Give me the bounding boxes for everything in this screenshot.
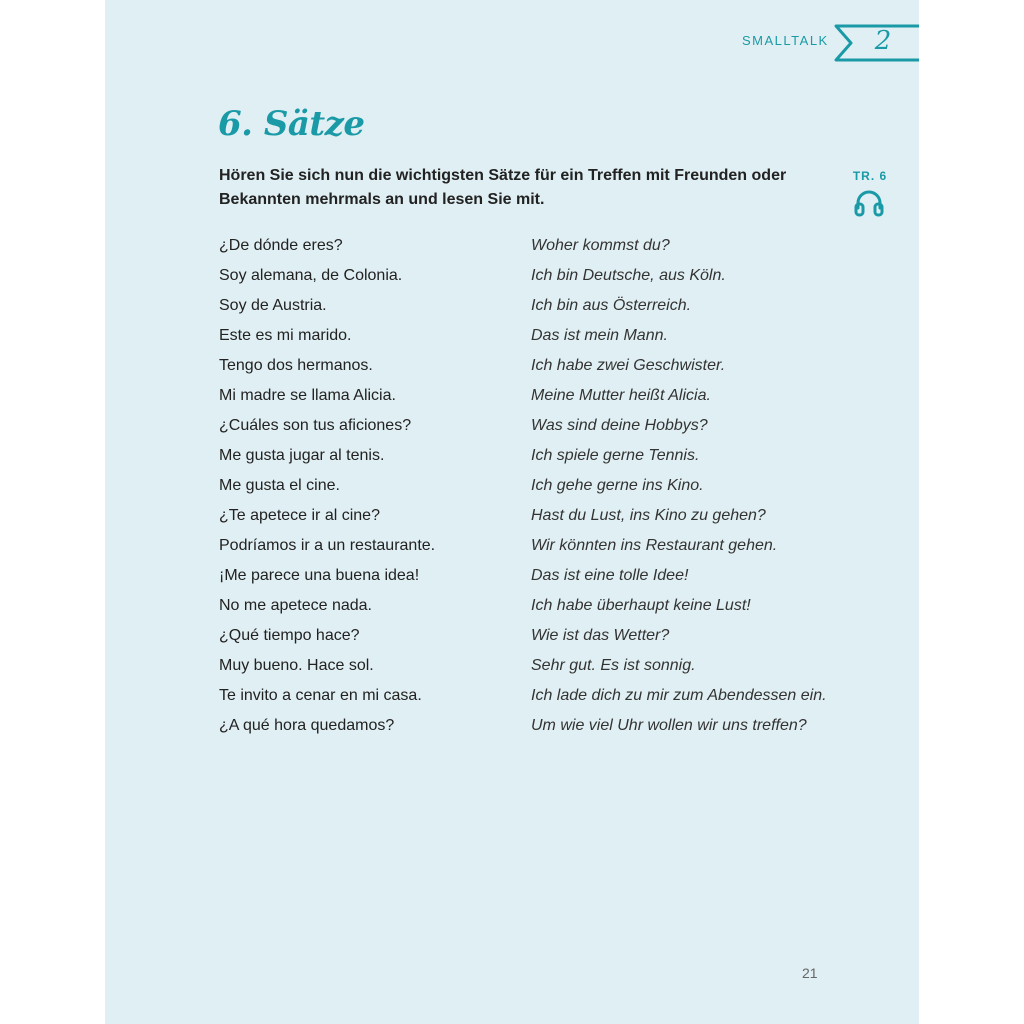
phrase-german: Ich habe überhaupt keine Lust! [531,597,751,614]
phrase-row [219,321,859,351]
phrase-german: Sehr gut. Es ist sonnig. [531,657,696,674]
phrase-row [219,291,859,321]
book-page [105,0,919,1024]
phrase-row [219,501,859,531]
phrase-spanish: ¿De dónde eres? [219,237,343,254]
phrase-german: Hast du Lust, ins Kino zu gehen? [531,507,766,524]
phrase-german: Ich bin Deutsche, aus Köln. [531,267,726,284]
phrase-spanish: Muy bueno. Hace sol. [219,657,374,674]
phrase-row [219,351,859,381]
phrase-spanish: Me gusta el cine. [219,477,340,494]
phrase-spanish: Tengo dos hermanos. [219,357,373,374]
phrase-spanish: Este es mi marido. [219,327,352,344]
phrase-row [219,711,859,741]
phrase-row [219,621,859,651]
phrase-list [219,231,859,741]
phrase-row [219,381,859,411]
phrase-row [219,441,859,471]
phrase-spanish: ¿Cuáles son tus aficiones? [219,417,412,434]
phrase-german: Ich spiele gerne Tennis. [531,447,700,464]
phrase-spanish: Mi madre se llama Alicia. [219,387,396,404]
phrase-german: Was sind deine Hobbys? [531,417,708,434]
phrase-german: Ich lade dich zu mir zum Abendessen ein. [531,687,827,704]
phrase-row [219,561,859,591]
phrase-row [219,651,859,681]
phrase-german: Woher kommst du? [531,237,670,254]
phrase-row [219,591,859,621]
phrase-spanish: Me gusta jugar al tenis. [219,447,385,464]
phrase-row [219,471,859,501]
phrase-row [219,231,859,261]
phrase-spanish: Podríamos ir a un restaurante. [219,537,436,554]
chapter-label: SMALLTALK [742,33,829,48]
phrase-german: Wir könnten ins Restaurant gehen. [531,537,778,554]
phrase-german: Wie ist das Wetter? [531,627,670,644]
chapter-number: 2 [874,26,892,56]
phrase-spanish: Soy alemana, de Colonia. [219,267,403,284]
phrase-spanish: ¿Te apetece ir al cine? [219,507,380,524]
phrase-german: Ich habe zwei Geschwister. [531,357,726,374]
phrase-german: Um wie viel Uhr wollen wir uns treffen? [531,717,807,734]
phrase-row [219,411,859,441]
headphones-icon [853,187,885,217]
page-number: 21 [802,965,818,981]
phrase-german: Ich bin aus Österreich. [531,297,692,314]
track-label: TR. 6 [852,169,888,183]
section-title: 6. Sätze [218,104,365,144]
phrase-german: Das ist eine tolle Idee! [531,567,689,584]
phrase-german: Das ist mein Mann. [531,327,668,344]
phrase-spanish: ¿Qué tiempo hace? [219,627,360,644]
phrase-spanish: No me apetece nada. [219,597,372,614]
phrase-spanish: ¿A qué hora quedamos? [219,717,395,734]
phrase-spanish: Te invito a cenar en mi casa. [219,687,422,704]
phrase-german: Ich gehe gerne ins Kino. [531,477,704,494]
phrase-spanish: Soy de Austria. [219,297,327,314]
phrase-row [219,681,859,711]
phrase-german: Meine Mutter heißt Alicia. [531,387,711,404]
phrase-row [219,531,859,561]
phrase-spanish: ¡Me parece una buena idea! [219,567,420,584]
phrase-row [219,261,859,291]
instructions-text: Hören Sie sich nun die wichtigsten Sätze für ein Treffen mit Freunden oder Bekannten mehrmals an und lesen Sie mit. [219,167,787,208]
